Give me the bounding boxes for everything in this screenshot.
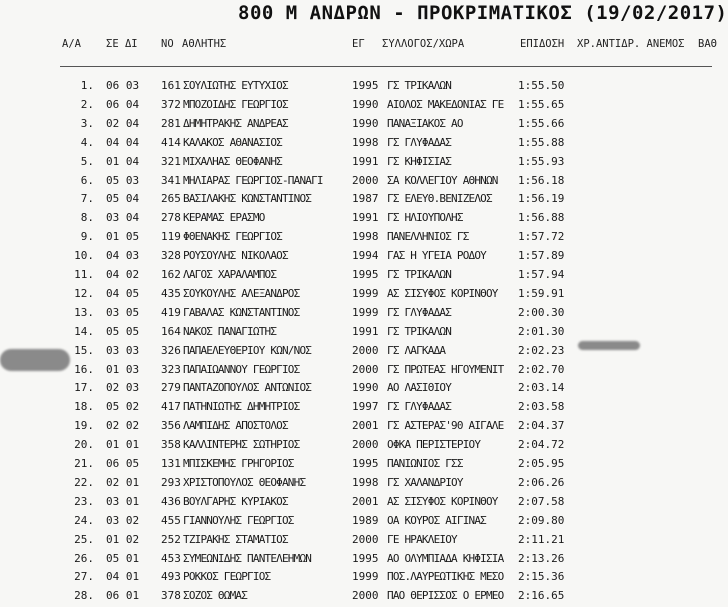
- row-performance: 2:09.80: [518, 513, 565, 527]
- row-bib: 281: [161, 116, 181, 130]
- row-heat-lane: 01 03: [106, 362, 140, 376]
- table-row: [0, 306, 712, 324]
- row-club: ΓΣ ΤΡΙΚΑΛΩΝ: [387, 324, 452, 338]
- row-athlete-name: ΜΗΛΙΑΡΑΣ ΓΕΩΡΓΙΟΣ-ΠΑΝΑΓΙ: [183, 173, 323, 187]
- row-performance: 1:55.93: [518, 154, 565, 168]
- header-eg: ΕΓ: [352, 38, 365, 50]
- row-athlete-name: ΣΟΥΚΟΥΛΗΣ ΑΛΕΞΑΝΔΡΟΣ: [183, 286, 300, 300]
- row-performance: 1:55.65: [518, 97, 565, 111]
- row-heat-lane: 06 04: [106, 97, 140, 111]
- row-birth-year: 1991: [352, 324, 379, 338]
- row-birth-year: 1995: [352, 79, 379, 92]
- row-number: 10.: [74, 249, 94, 263]
- row-bib: 119: [161, 230, 181, 244]
- table-row: [0, 136, 712, 154]
- row-club: ΑΟ ΟΛΥΜΠΙΑΔΑ ΚΗΦΙΣΙΑ: [387, 551, 504, 565]
- row-number: 7.: [80, 192, 94, 206]
- row-heat-lane: 05 04: [106, 192, 140, 206]
- row-birth-year: 1995: [352, 457, 379, 470]
- row-number: 1.: [80, 79, 94, 92]
- row-bib: 436: [161, 494, 181, 508]
- row-bib: 372: [161, 97, 181, 111]
- row-club: ΓΣ ΓΛΥΦΑΔΑΣ: [387, 400, 452, 414]
- row-athlete-name: ΓΑΒΑΛΑΣ ΚΩΝΣΤΑΝΤΙΝΟΣ: [183, 305, 300, 319]
- row-club: ΓΣ ΤΡΙΚΑΛΩΝ: [387, 79, 452, 92]
- row-number: 21.: [74, 457, 94, 470]
- row-performance: 1:56.88: [518, 211, 565, 225]
- row-athlete-name: ΡΟΥΣΟΥΛΗΣ ΝΙΚΟΛΑΟΣ: [183, 249, 288, 263]
- table-row: [0, 117, 712, 135]
- table-row: [0, 419, 712, 437]
- row-number: 4.: [80, 135, 94, 149]
- row-bib: 341: [161, 173, 181, 187]
- row-athlete-name: ΣΟΥΛΙΩΤΗΣ ΕΥΤΥΧΙΟΣ: [183, 79, 288, 92]
- row-performance: 2:02.70: [518, 362, 565, 376]
- table-row: [0, 249, 712, 267]
- row-performance: 2:07.58: [518, 494, 565, 508]
- table-row: [0, 381, 712, 399]
- header-se-di: ΣΕ ΔΙ: [106, 38, 138, 50]
- row-heat-lane: 06 05: [106, 457, 140, 470]
- row-number: 14.: [74, 324, 94, 338]
- row-bib: 435: [161, 286, 181, 300]
- row-athlete-name: ΠΑΤΗΝΙΩΤΗΣ ΔΗΜΗΤΡΙΟΣ: [183, 400, 300, 414]
- row-bib: 378: [161, 589, 181, 603]
- row-heat-lane: 04 01: [106, 570, 140, 584]
- row-performance: 2:13.26: [518, 551, 565, 565]
- row-bib: 417: [161, 400, 181, 414]
- row-birth-year: 1991: [352, 211, 379, 225]
- row-athlete-name: ΝΑΚΟΣ ΠΑΝΑΓΙΩΤΗΣ: [183, 324, 277, 338]
- row-athlete-name: ΦΘΕΝΑΚΗΣ ΓΕΩΡΓΙΟΣ: [183, 230, 282, 244]
- row-heat-lane: 01 05: [106, 230, 140, 244]
- row-performance: 1:57.89: [518, 249, 565, 263]
- row-performance: 2:04.72: [518, 438, 565, 452]
- redaction-mark-right: [578, 341, 640, 350]
- row-birth-year: 1989: [352, 513, 379, 527]
- table-row: [0, 438, 712, 456]
- row-athlete-name: ΓΙΑΝΝΟΥΛΗΣ ΓΕΩΡΓΙΟΣ: [183, 513, 294, 527]
- row-heat-lane: 06 03: [106, 79, 140, 92]
- row-number: 23.: [74, 494, 94, 508]
- row-athlete-name: ΚΑΛΛΙΝΤΕΡΗΣ ΣΩΤΗΡΙΟΣ: [183, 438, 300, 452]
- table-row: [0, 457, 712, 475]
- row-athlete-name: ΛΑΓΟΣ ΧΑΡΑΛΑΜΠΟΣ: [183, 268, 277, 281]
- row-heat-lane: 06 01: [106, 589, 140, 603]
- row-club: ΓΣ ΚΗΦΙΣΙΑΣ: [387, 154, 452, 168]
- row-performance: 1:57.72: [518, 230, 565, 244]
- row-performance: 2:11.21: [518, 532, 565, 546]
- header-club: ΣΥΛΛΟΓΟΣ/ΧΩΡΑ: [382, 38, 465, 50]
- row-club: ΓΑΣ Η ΥΓΕΙΑ ΡΟΔΟΥ: [387, 249, 486, 263]
- row-club: ΓΣ ΗΛΙΟΥΠΟΛΗΣ: [387, 211, 463, 225]
- row-heat-lane: 04 02: [106, 268, 140, 281]
- row-bib: 164: [161, 324, 181, 338]
- row-heat-lane: 02 01: [106, 475, 140, 489]
- row-athlete-name: ΣΥΜΕΩΝΙΔΗΣ ΠΑΝΤΕΛΕΗΜΩΝ: [183, 551, 312, 565]
- row-birth-year: 1995: [352, 268, 379, 281]
- row-performance: 1:56.19: [518, 192, 565, 206]
- row-club: ΑΙΟΛΟΣ ΜΑΚΕΔΟΝΙΑΣ ΓΕ: [387, 97, 504, 111]
- row-birth-year: 1991: [352, 154, 379, 168]
- redaction-mark-left: [0, 349, 70, 371]
- row-performance: 1:55.88: [518, 135, 565, 149]
- table-row: [0, 589, 712, 607]
- row-performance: 2:03.58: [518, 400, 565, 414]
- row-number: 13.: [74, 305, 94, 319]
- table-row: [0, 230, 712, 248]
- row-birth-year: 1987: [352, 192, 379, 206]
- row-performance: 2:01.30: [518, 324, 565, 338]
- row-club: ΟΑ ΚΟΥΡΟΣ ΑΙΓΙΝΑΣ: [387, 513, 486, 527]
- row-bib: 252: [161, 532, 181, 546]
- row-bib: 356: [161, 419, 181, 433]
- row-athlete-name: ΜΠΙΣΚΕΜΗΣ ΓΡΗΓΟΡΙΟΣ: [183, 457, 294, 470]
- row-performance: 2:16.65: [518, 589, 565, 603]
- row-bib: 279: [161, 381, 181, 395]
- row-athlete-name: ΠΑΠΑΙΩΑΝΝΟΥ ΓΕΩΡΓΙΟΣ: [183, 362, 300, 376]
- header-divider: [60, 66, 712, 67]
- row-athlete-name: ΤΖΙΡΑΚΗΣ ΣΤΑΜΑΤΙΟΣ: [183, 532, 288, 546]
- row-athlete-name: ΣΟΖΟΣ ΘΩΜΑΣ: [183, 589, 248, 603]
- table-row: [0, 552, 712, 570]
- row-bib: 455: [161, 513, 181, 527]
- row-heat-lane: 05 03: [106, 173, 140, 187]
- header-no: ΝΟ: [161, 38, 174, 50]
- row-club: ΓΣ ΓΛΥΦΑΔΑΣ: [387, 135, 452, 149]
- row-heat-lane: 05 05: [106, 324, 140, 338]
- row-bib: 326: [161, 343, 181, 357]
- row-club: ΓΣ ΑΣΤΕΡΑΣ'90 ΑΙΓΑΛΕ: [387, 419, 504, 433]
- row-birth-year: 2000: [352, 173, 379, 187]
- table-row: [0, 495, 712, 513]
- row-number: 3.: [80, 116, 94, 130]
- row-birth-year: 1990: [352, 116, 379, 130]
- row-heat-lane: 03 02: [106, 513, 140, 527]
- row-performance: 1:56.18: [518, 173, 565, 187]
- table-row: [0, 514, 712, 532]
- row-number: 12.: [74, 286, 94, 300]
- row-birth-year: 2000: [352, 532, 379, 546]
- row-birth-year: 1995: [352, 551, 379, 565]
- table-row: [0, 400, 712, 418]
- row-bib: 453: [161, 551, 181, 565]
- row-bib: 358: [161, 438, 181, 452]
- table-row: [0, 192, 712, 210]
- row-athlete-name: ΚΑΛΑΚΟΣ ΑΘΑΝΑΣΙΟΣ: [183, 135, 282, 149]
- row-bib: 419: [161, 305, 181, 319]
- row-number: 25.: [74, 532, 94, 546]
- row-bib: 293: [161, 475, 181, 489]
- row-club: ΟΦΚΑ ΠΕΡΙΣΤΕΡΙΟΥ: [387, 438, 481, 452]
- header-extra: ΒΑΘ: [698, 38, 717, 50]
- row-number: 15.: [74, 343, 94, 357]
- row-birth-year: 1998: [352, 230, 379, 244]
- header-athlete: ΑΘΛΗΤΗΣ: [182, 38, 227, 50]
- row-bib: 162: [161, 268, 181, 281]
- row-club: ΓΣ ΠΡΩΤΕΑΣ ΗΓΟΥΜΕΝΙΤ: [387, 362, 504, 376]
- row-heat-lane: 01 01: [106, 438, 140, 452]
- row-number: 16.: [74, 362, 94, 376]
- row-club: ΑΣ ΣΙΣΥΦΟΣ ΚΟΡΙΝΘΟΥ: [387, 494, 498, 508]
- row-birth-year: 2001: [352, 419, 379, 433]
- row-heat-lane: 03 05: [106, 305, 140, 319]
- row-club: ΣΑ ΚΟΛΛΕΓΙΟΥ ΑΘΗΝΩΝ: [387, 173, 498, 187]
- row-club: ΠΑΝΕΛΛΗΝΙΟΣ ΓΣ: [387, 230, 469, 244]
- row-number: 24.: [74, 513, 94, 527]
- row-athlete-name: ΠΑΠΑΕΛΕΥΘΕΡΙΟΥ ΚΩΝ/ΝΟΣ: [183, 343, 312, 357]
- row-athlete-name: ΡΟΚΚΟΣ ΓΕΩΡΓΙΟΣ: [183, 570, 271, 584]
- table-row: [0, 79, 712, 97]
- row-heat-lane: 04 05: [106, 286, 140, 300]
- table-row: [0, 325, 712, 343]
- row-club: ΠΑΝΙΩΝΙΟΣ ΓΣΣ: [387, 457, 463, 470]
- row-club: ΠΟΣ.ΛΑΥΡΕΩΤΙΚΗΣ ΜΕΣΟ: [387, 570, 504, 584]
- table-row: [0, 98, 712, 116]
- row-birth-year: 2000: [352, 362, 379, 376]
- row-number: 22.: [74, 475, 94, 489]
- table-row: [0, 268, 712, 286]
- row-birth-year: 1999: [352, 570, 379, 584]
- table-row: [0, 174, 712, 192]
- row-club: ΠΑΟ ΘΕΡΙΣΣΟΣ Ο ΕΡΜΕΟ: [387, 589, 504, 603]
- row-number: 8.: [80, 211, 94, 225]
- row-club: ΓΣ ΓΛΥΦΑΔΑΣ: [387, 305, 452, 319]
- row-birth-year: 2001: [352, 494, 379, 508]
- row-heat-lane: 02 02: [106, 419, 140, 433]
- row-heat-lane: 02 04: [106, 116, 140, 130]
- header-aa: Α/Α: [62, 38, 81, 50]
- row-performance: 2:00.30: [518, 305, 565, 319]
- row-birth-year: 2000: [352, 438, 379, 452]
- row-bib: 265: [161, 192, 181, 206]
- row-birth-year: 1990: [352, 381, 379, 395]
- row-number: 2.: [80, 97, 94, 111]
- table-row: [0, 570, 712, 588]
- row-club: ΓΣ ΤΡΙΚΑΛΩΝ: [387, 268, 452, 281]
- row-bib: 131: [161, 457, 181, 470]
- row-number: 11.: [74, 268, 94, 281]
- row-number: 6.: [80, 173, 94, 187]
- row-heat-lane: 04 04: [106, 135, 140, 149]
- row-club: ΑΟ ΛΑΣΙΘΙΟΥ: [387, 381, 452, 395]
- row-number: 18.: [74, 400, 94, 414]
- row-bib: 161: [161, 79, 181, 92]
- row-performance: 1:55.66: [518, 116, 565, 130]
- row-athlete-name: ΛΑΜΠΙΔΗΣ ΑΠΟΣΤΟΛΟΣ: [183, 419, 288, 433]
- row-performance: 1:57.94: [518, 268, 565, 281]
- row-club: ΑΣ ΣΙΣΥΦΟΣ ΚΟΡΙΝΘΟΥ: [387, 286, 498, 300]
- row-bib: 278: [161, 211, 181, 225]
- row-birth-year: 1999: [352, 286, 379, 300]
- row-number: 19.: [74, 419, 94, 433]
- row-performance: 2:05.95: [518, 457, 565, 470]
- row-athlete-name: ΔΗΜΗΤΡΑΚΗΣ ΑΝΔΡΕΑΣ: [183, 116, 288, 130]
- row-birth-year: 1998: [352, 475, 379, 489]
- row-performance: 2:15.36: [518, 570, 565, 584]
- row-club: ΓΣ ΧΑΛΑΝΔΡΙΟΥ: [387, 475, 463, 489]
- row-athlete-name: ΒΟΥΛΓΑΡΗΣ ΚΥΡΙΑΚΟΣ: [183, 494, 288, 508]
- row-heat-lane: 05 01: [106, 551, 140, 565]
- row-bib: 328: [161, 249, 181, 263]
- row-performance: 2:03.14: [518, 381, 565, 395]
- row-athlete-name: ΜΙΧΑΛΗΑΣ ΘΕΟΦΑΝΗΣ: [183, 154, 282, 168]
- row-birth-year: 1990: [352, 97, 379, 111]
- row-birth-year: 1999: [352, 305, 379, 319]
- row-heat-lane: 01 04: [106, 154, 140, 168]
- row-number: 9.: [80, 230, 94, 244]
- page-title: 800 Μ ΑΝΔΡΩΝ - ΠΡΟΚΡΙΜΑΤΙΚΟΣ (19/02/2017): [238, 2, 728, 24]
- header-reaction-wind: ΧΡ.ΑΝΤΙΔΡ. ΑΝΕΜΟΣ: [577, 38, 685, 50]
- row-athlete-name: ΠΑΝΤΑΖΟΠΟΥΛΟΣ ΑΝΤΩΝΙΟΣ: [183, 381, 312, 395]
- row-bib: 414: [161, 135, 181, 149]
- row-heat-lane: 05 02: [106, 400, 140, 414]
- row-birth-year: 2000: [352, 343, 379, 357]
- row-club: ΓΣ ΛΑΓΚΑΔΑ: [387, 343, 446, 357]
- row-performance: 2:02.23: [518, 343, 565, 357]
- row-birth-year: 1998: [352, 135, 379, 149]
- row-club: ΠΑΝΑΞΙΑΚΟΣ ΑΟ: [387, 116, 463, 130]
- row-performance: 1:59.91: [518, 286, 565, 300]
- table-row: [0, 155, 712, 173]
- row-club: ΓΕ ΗΡΑΚΛΕΙΟΥ: [387, 532, 457, 546]
- row-heat-lane: 03 01: [106, 494, 140, 508]
- row-athlete-name: ΜΠΟΖΟΙΔΗΣ ΓΕΩΡΓΙΟΣ: [183, 97, 288, 111]
- table-row: [0, 476, 712, 494]
- row-athlete-name: ΚΕΡΑΜΑΣ ΕΡΑΣΜΟ: [183, 211, 265, 225]
- row-athlete-name: ΒΑΣΙΛΑΚΗΣ ΚΩΝΣΤΑΝΤΙΝΟΣ: [183, 192, 312, 206]
- row-number: 17.: [74, 381, 94, 395]
- row-club: ΓΣ ΕΛΕΥΘ.ΒΕΝΙΖΕΛΟΣ: [387, 192, 492, 206]
- row-bib: 493: [161, 570, 181, 584]
- row-performance: 2:06.26: [518, 475, 565, 489]
- row-bib: 323: [161, 362, 181, 376]
- table-row: [0, 363, 712, 381]
- row-number: 5.: [80, 154, 94, 168]
- row-number: 28.: [74, 589, 94, 603]
- row-heat-lane: 01 02: [106, 532, 140, 546]
- row-heat-lane: 03 03: [106, 343, 140, 357]
- row-heat-lane: 02 03: [106, 381, 140, 395]
- row-performance: 2:04.37: [518, 419, 565, 433]
- row-birth-year: 2000: [352, 589, 379, 603]
- table-row: [0, 211, 712, 229]
- row-number: 27.: [74, 570, 94, 584]
- row-number: 20.: [74, 438, 94, 452]
- row-athlete-name: ΧΡΙΣΤΟΠΟΥΛΟΣ ΘΕΟΦΑΝΗΣ: [183, 475, 306, 489]
- row-birth-year: 1997: [352, 400, 379, 414]
- row-heat-lane: 03 04: [106, 211, 140, 225]
- row-heat-lane: 04 03: [106, 249, 140, 263]
- row-number: 26.: [74, 551, 94, 565]
- row-performance: 1:55.50: [518, 79, 565, 92]
- row-bib: 321: [161, 154, 181, 168]
- table-row: [0, 287, 712, 305]
- row-birth-year: 1994: [352, 249, 379, 263]
- header-performance: ΕΠΙΔΟΣΗ: [520, 38, 565, 50]
- table-row: [0, 533, 712, 551]
